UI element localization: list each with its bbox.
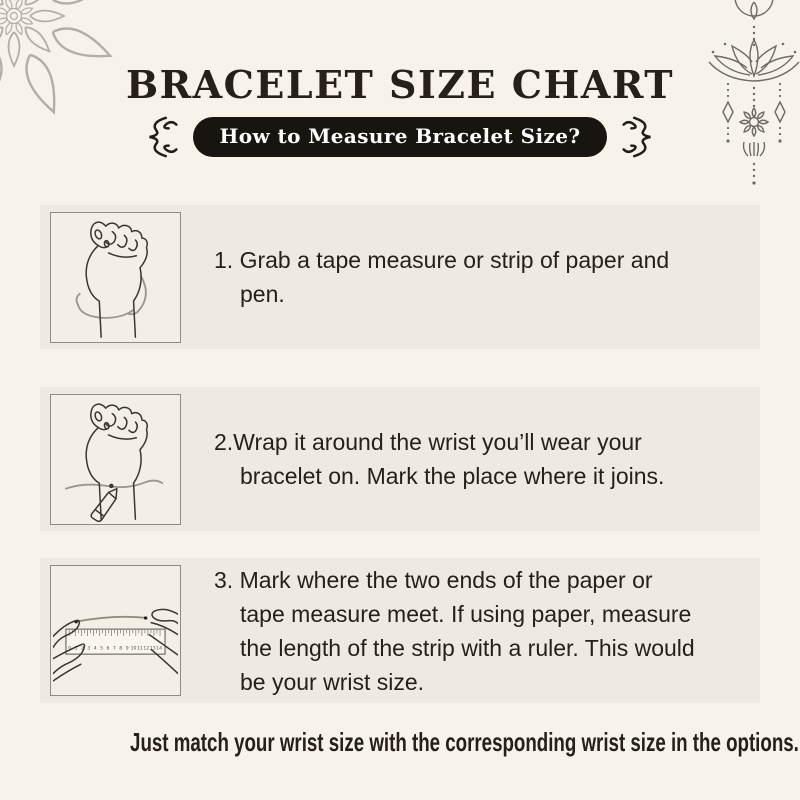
svg-text:0: 0 [68,646,72,652]
svg-text:3: 3 [87,646,91,652]
page-title: BRACELET SIZE CHART [125,62,675,107]
hands-measuring-strip-with-ruler-icon [53,568,178,693]
step-3-illustration-box [50,565,181,696]
step-line: 2.Wrap it around the wrist you’ll wear your [214,429,642,455]
step-1-text [214,243,669,311]
hand-fist-with-pen-marking-icon [53,397,178,522]
svg-text:11: 11 [137,646,143,652]
svg-text:4: 4 [93,646,97,652]
step-line: pen. [240,281,285,307]
svg-text:6: 6 [106,646,110,652]
svg-text:1: 1 [74,646,78,652]
step-line: tape measure meet. If using paper, measure [240,600,692,627]
curly-flourish-right-icon [620,115,656,159]
svg-text:9: 9 [125,646,129,652]
step-line: 1. Grab a tape measure or strip of paper and [214,247,670,273]
step-2-illustration-box [50,394,181,525]
step-line: bracelet on. Mark the place where it joins. [240,463,665,489]
svg-text:12: 12 [143,646,150,652]
step-2-panel [40,387,760,531]
footer-text: Just match your wrist size with the corresponding wrist size in the options. [130,727,799,757]
step-line: 3. Mark where the two ends of the paper or [214,566,653,593]
step-1-panel [40,205,760,349]
footer-note [0,727,800,758]
step-3-text [214,563,695,699]
step-line: the length of the strip with a ruler. This would [240,634,695,661]
step-line: be your wrist size. [240,668,425,695]
svg-text:10: 10 [130,646,137,652]
svg-text:5: 5 [100,646,104,652]
step-3-panel [40,558,760,703]
svg-text:2: 2 [80,646,84,652]
curly-flourish-left-icon [144,115,180,159]
step-1-illustration-box [50,212,181,343]
svg-text:14: 14 [156,646,163,652]
hand-fist-with-tape-measure-icon [53,215,178,340]
how-to-measure-badge: How to Measure Bracelet Size? [193,117,606,157]
svg-text:8: 8 [119,646,123,652]
svg-text:7: 7 [112,646,116,652]
badge-row [0,114,800,160]
svg-text:13: 13 [149,646,156,652]
step-2-text [214,425,664,493]
